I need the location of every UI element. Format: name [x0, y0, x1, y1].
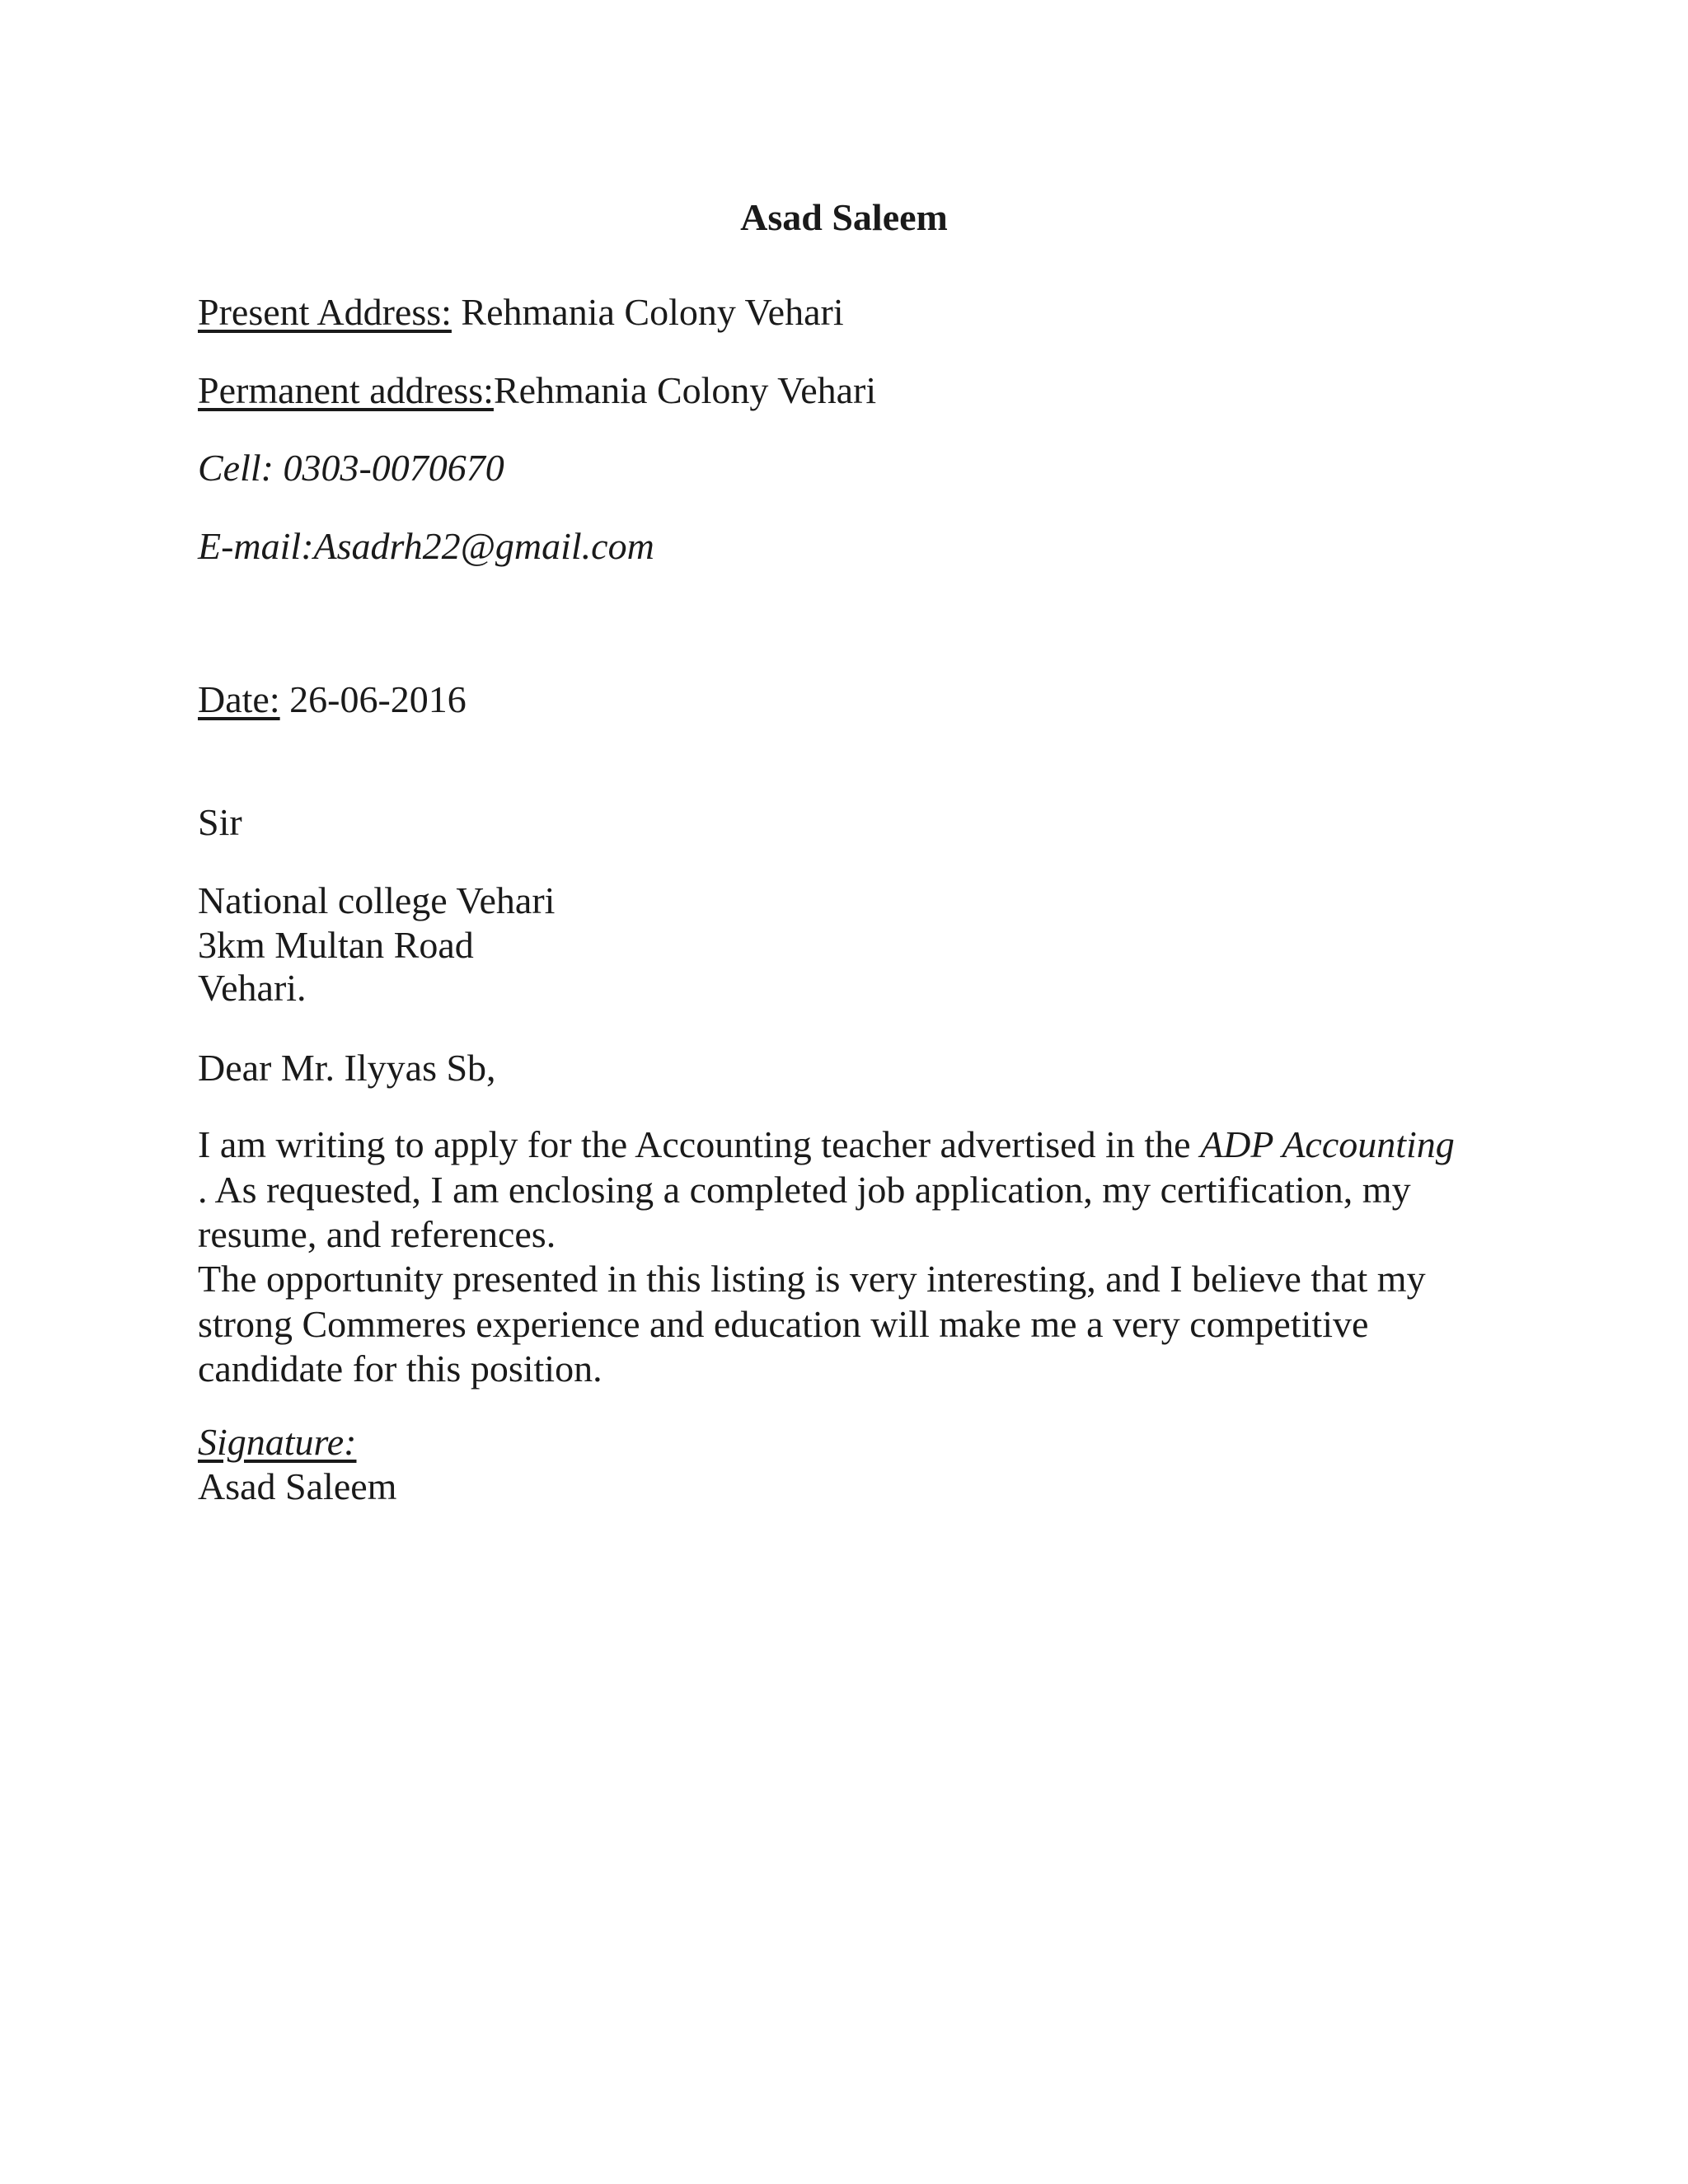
body-paragraph-1-italic: ADP Accounting — [1200, 1123, 1455, 1165]
date-label: Date: — [198, 678, 280, 720]
body-paragraph-2: The opportunity presented in this listing is very interesting, and I believe that my strong Commeres experience and education will make me a very competitive candidate for this position. — [198, 1258, 1426, 1390]
salutation-sir: Sir — [198, 801, 242, 843]
present-address-label: Present Address: — [198, 291, 452, 333]
recipient-line-3: Vehari. — [198, 967, 307, 1009]
signature-name: Asad Saleem — [198, 1465, 397, 1507]
permanent-address-value: Rehmania Colony Vehari — [493, 369, 877, 411]
permanent-address-line — [198, 369, 876, 412]
applicant-name-heading: Asad Saleem — [740, 196, 948, 238]
cell-number: Cell: 0303-0070670 — [198, 447, 504, 489]
body-paragraph-1-text: I am writing to apply for the Accounting teacher advertised in the — [198, 1123, 1201, 1165]
body-paragraph-1-text-end: . As requested, I am enclosing a completed job application, my certification, my resume, and references. — [198, 1168, 1411, 1255]
body-paragraph-1 — [198, 1122, 1467, 1258]
email-address: E-mail:Asadrh22@gmail.com — [198, 525, 654, 567]
permanent-address-label: Permanent address: — [198, 369, 494, 411]
date-line — [198, 678, 467, 721]
recipient-line-2: 3km Multan Road — [198, 924, 474, 966]
signature-label: Signature: — [198, 1421, 357, 1463]
greeting: Dear Mr. Ilyyas Sb, — [198, 1047, 496, 1089]
recipient-line-1: National college Vehari — [198, 879, 556, 921]
present-address-line — [198, 291, 844, 334]
present-address-value: Rehmania Colony Vehari — [461, 291, 844, 333]
date-value: 26-06-2016 — [289, 678, 467, 720]
